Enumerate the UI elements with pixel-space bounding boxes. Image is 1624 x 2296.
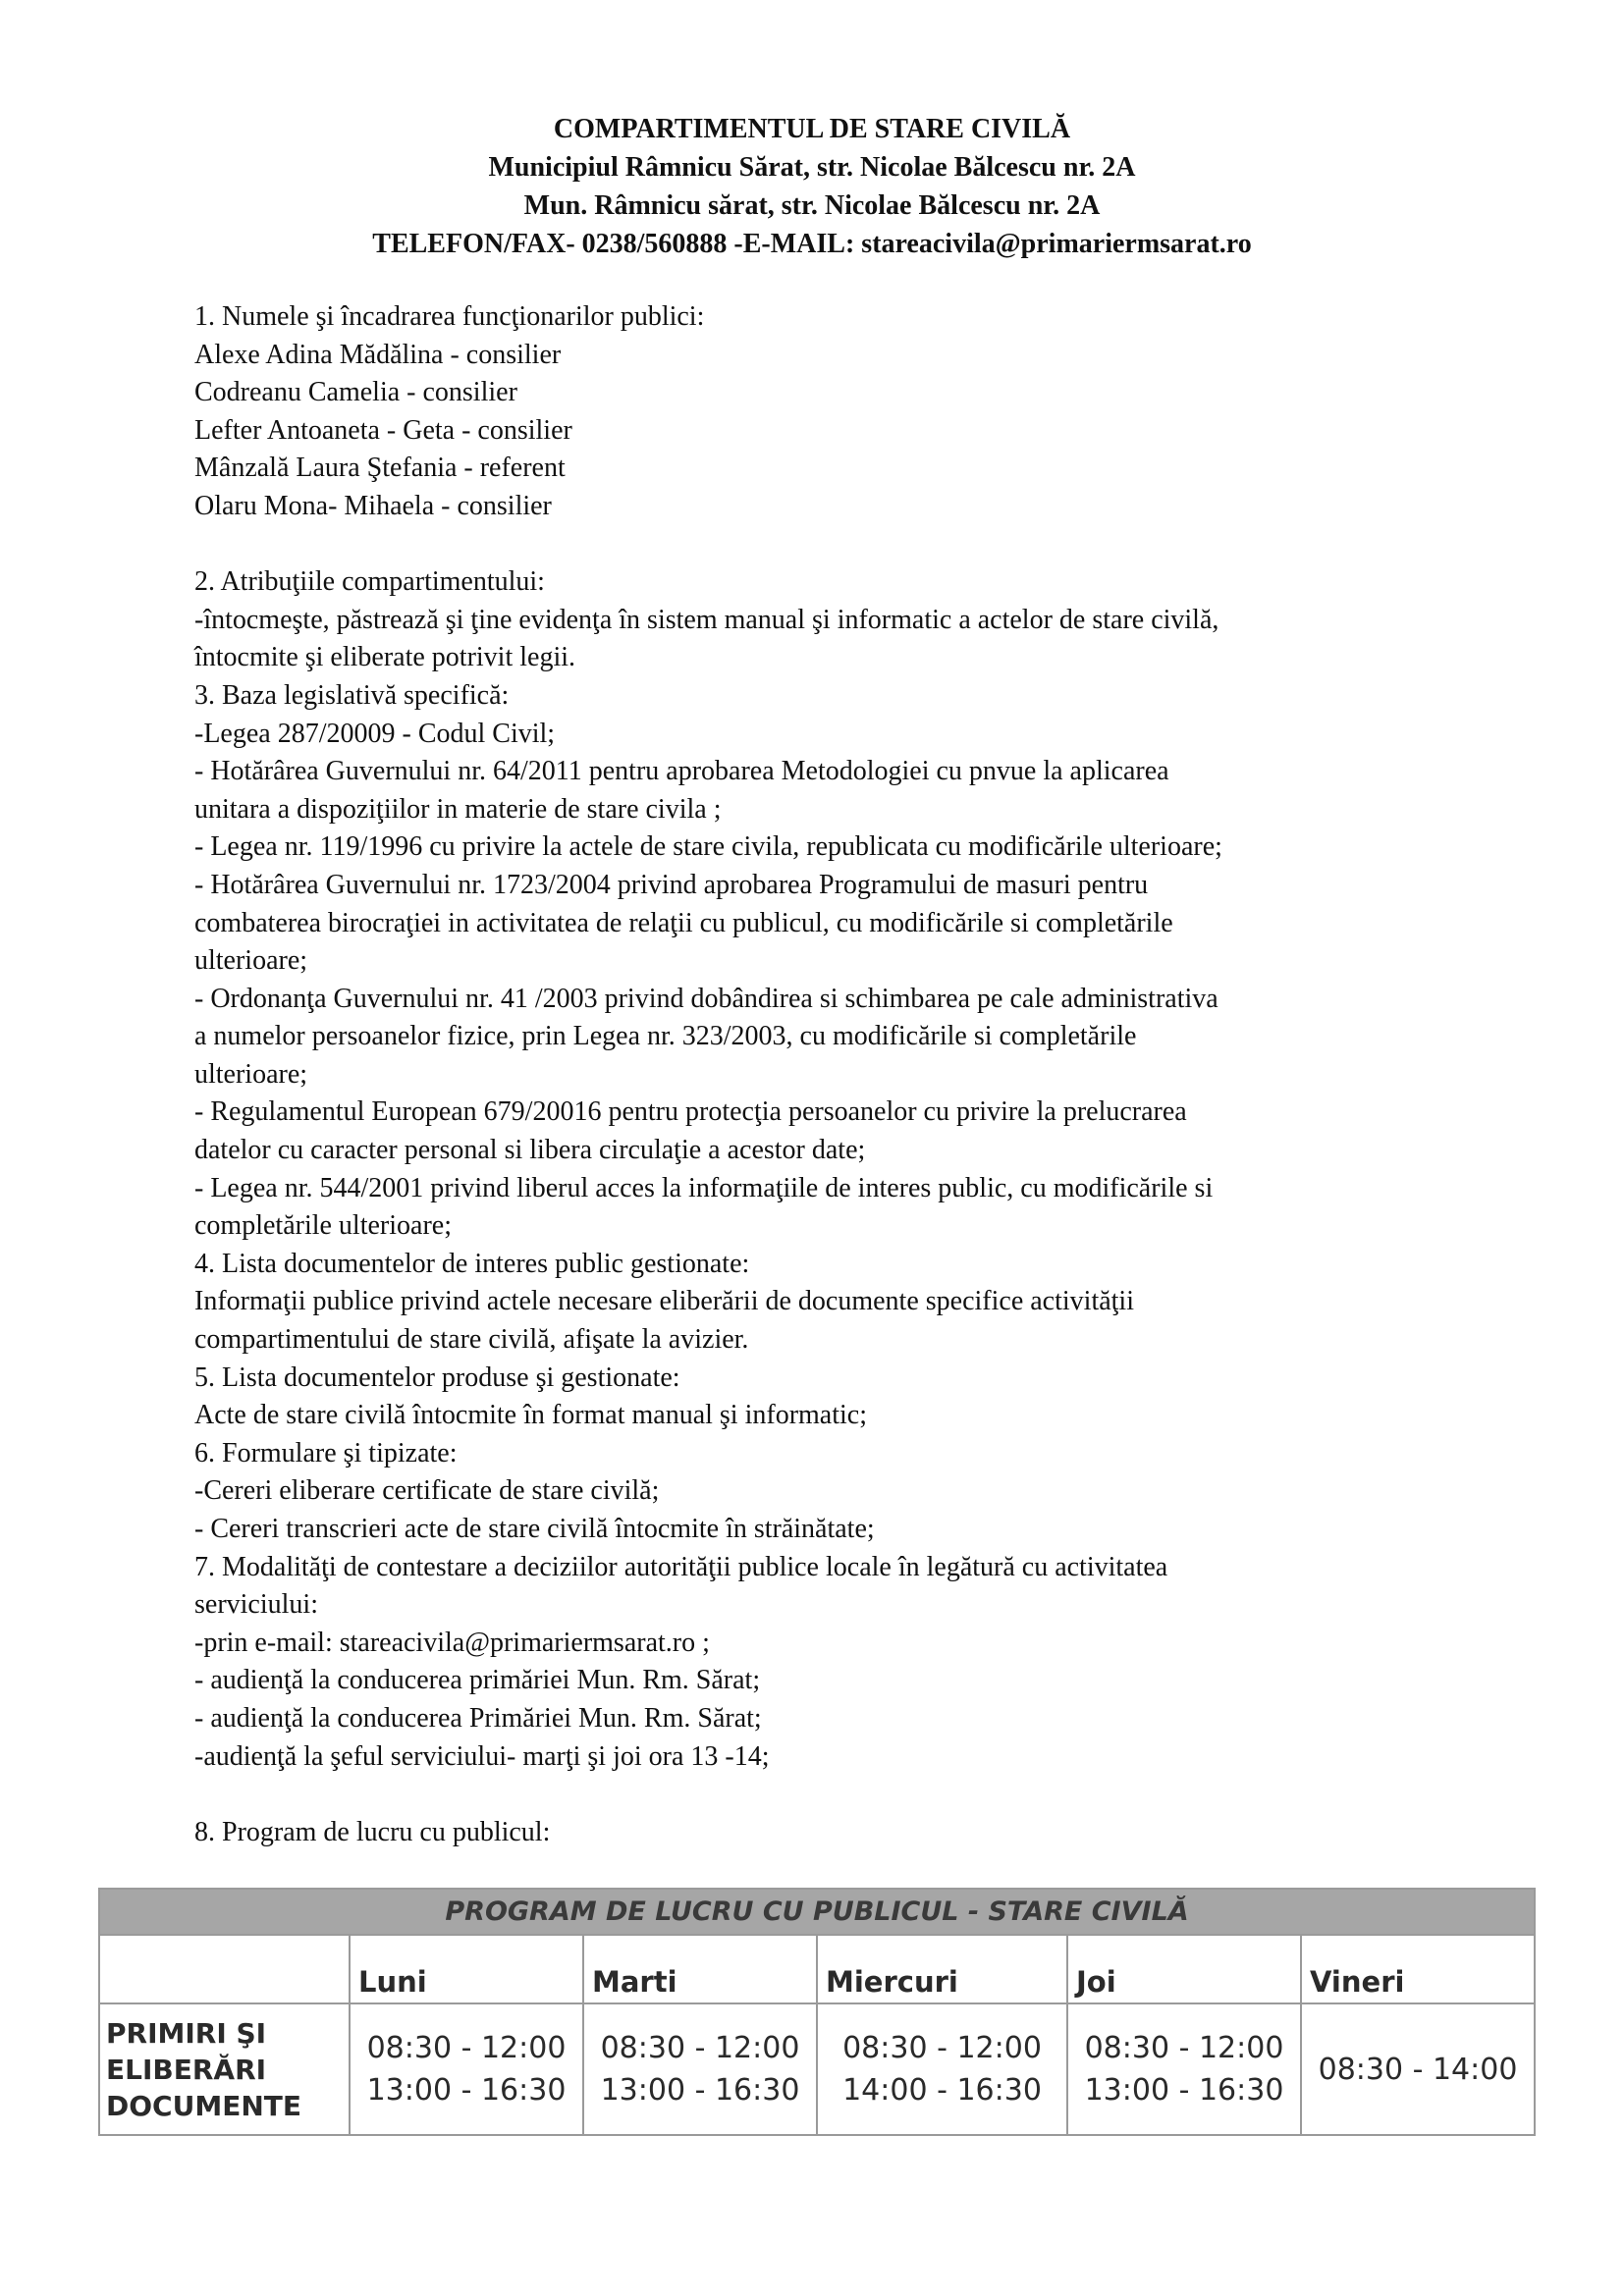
section-4-line: Informaţii publice privind actele necesare eliberării de documente specifice activităţii xyxy=(194,1286,1134,1317)
time-interval: 14:00 - 16:30 xyxy=(842,2073,1042,2108)
hours-joi xyxy=(1067,2003,1301,2135)
section-3-line: - Hotărârea Guvernului nr. 1723/2004 privind aprobarea Programului de masuri pentru xyxy=(194,869,1149,900)
section-3-line: a numelor persoanelor fizice, prin Legea nr. 323/2003, cu modificările si completările xyxy=(194,1021,1137,1052)
section-6-heading: 6. Formulare şi tipizate: xyxy=(194,1437,458,1468)
schedule-table xyxy=(98,1888,1536,2136)
section-3-line: combaterea birocraţiei in activitatea de relaţii cu publicul, cu modificările si completările xyxy=(194,907,1173,938)
section-7-heading: 7. Modalităţi de contestare a deciziilor autorităţii publice locale în legătură cu activitatea xyxy=(194,1551,1168,1582)
header-title: COMPARTIMENTUL DE STARE CIVILĂ xyxy=(553,114,1071,144)
time-interval: 13:00 - 16:30 xyxy=(600,2073,800,2108)
day-header-joi: Joi xyxy=(1067,1935,1301,2003)
hours-miercuri xyxy=(817,2003,1067,2135)
section-7-line: serviciului: xyxy=(194,1589,318,1621)
staff-item: Mânzală Laura Ştefania - referent xyxy=(194,453,566,484)
section-3-line: - Regulamentul European 679/20016 pentru protecţia persoanelor cu privire la prelucrarea xyxy=(194,1096,1187,1128)
section-4-line: compartimentului de stare civilă, afişate la avizier. xyxy=(194,1324,749,1356)
staff-item: Alexe Adina Mădălina - consilier xyxy=(194,339,562,370)
header-contact: TELEFON/FAX- 0238/560888 -E-MAIL: stareacivila@primariermsarat.ro xyxy=(372,229,1252,259)
spacer xyxy=(194,1776,1490,1814)
section-5-line: Acte de stare civilă întocmite în format manual şi informatic; xyxy=(194,1400,867,1431)
section-3-line: - Ordonanţa Guvernului nr. 41 /2003 privind dobândirea si schimbarea pe cale administrativa xyxy=(194,983,1218,1014)
day-header-marti: Marti xyxy=(583,1935,817,2003)
schedule-days-row xyxy=(99,1935,1535,2003)
staff-item: Olaru Mona- Mihaela - consilier xyxy=(194,490,552,521)
section-2-line: -întocmeşte, păstrează şi ţine evidenţa în sistem manual şi informatic a actelor de stare civilă, xyxy=(194,604,1219,635)
schedule-hours-row xyxy=(99,2003,1535,2135)
section-3-line: -Legea 287/20009 - Codul Civil; xyxy=(194,718,556,749)
day-header-luni: Luni xyxy=(350,1935,583,2003)
time-interval: 08:30 - 12:00 xyxy=(366,2031,567,2065)
section-3-line: - Legea nr. 544/2001 privind liberul acces la informaţiile de interes public, cu modificările si xyxy=(194,1172,1214,1203)
spacer xyxy=(194,526,1490,564)
schedule-title-row xyxy=(99,1889,1535,1935)
section-6-line: -Cereri eliberare certificate de stare civilă; xyxy=(194,1475,660,1507)
time-interval: 08:30 - 12:00 xyxy=(1084,2031,1284,2065)
empty-corner-cell xyxy=(99,1935,350,2003)
section-3-line: ulterioare; xyxy=(194,1058,308,1090)
section-3-line: completările ulterioare; xyxy=(194,1210,452,1242)
section-2-line: întocmite şi eliberate potrivit legii. xyxy=(194,642,576,673)
section-1-heading: 1. Numele şi încadrarea funcţionarilor publici: xyxy=(194,301,705,332)
section-3-line: datelor cu caracter personal si libera circulaţie a acestor date; xyxy=(194,1135,866,1166)
section-6-line: - Cereri transcrieri acte de stare civilă întocmite în străinătate; xyxy=(194,1514,875,1544)
row-label-line: PRIMIRI ŞI xyxy=(106,2016,267,2050)
document-header xyxy=(0,110,1624,263)
hours-marti xyxy=(583,2003,817,2135)
section-4-heading: 4. Lista documentelor de interes public gestionate: xyxy=(194,1248,750,1279)
section-5-heading: 5. Lista documentelor produse şi gestionate: xyxy=(194,1362,680,1393)
section-3-line: ulterioare; xyxy=(194,945,308,977)
section-8-heading: 8. Program de lucru cu publicul: xyxy=(194,1816,551,1847)
section-7-line: -audienţă la şeful serviciului- marţi şi joi ora 13 -14; xyxy=(194,1740,770,1772)
hours-luni xyxy=(350,2003,583,2135)
section-3-heading: 3. Baza legislativă specifică: xyxy=(194,679,510,711)
section-3-line: - Hotărârea Guvernului nr. 64/2011 pentru aprobarea Metodologiei cu pnvue la aplicarea xyxy=(194,756,1169,787)
time-interval: 08:30 - 14:00 xyxy=(1318,2052,1518,2087)
staff-item: Lefter Antoaneta - Geta - consilier xyxy=(194,414,572,446)
header-address-1: Municipiul Râmnicu Sărat, str. Nicolae Bălcescu nr. 2A xyxy=(488,152,1136,183)
row-label-cell xyxy=(99,2003,350,2135)
section-3-line: unitara a dispoziţiilor in materie de stare civila ; xyxy=(194,793,722,825)
document-body xyxy=(194,298,1490,1851)
schedule-title: PROGRAM DE LUCRU CU PUBLICUL - STARE CIVILĂ xyxy=(99,1889,1535,1935)
time-interval: 08:30 - 12:00 xyxy=(842,2031,1042,2065)
section-3-line: - Legea nr. 119/1996 cu privire la actele de stare civila, republicata cu modificările ulterioare; xyxy=(194,831,1222,863)
header-address-2: Mun. Râmnicu sărat, str. Nicolae Bălcescu nr. 2A xyxy=(523,190,1101,221)
day-header-vineri: Vineri xyxy=(1301,1935,1535,2003)
time-interval: 13:00 - 16:30 xyxy=(366,2073,567,2108)
staff-item: Codreanu Camelia - consilier xyxy=(194,377,517,408)
row-label-line: ELIBERĂRI xyxy=(106,2053,267,2086)
section-7-email-line: -prin e-mail: stareacivila@primariermsarat.ro ; xyxy=(194,1627,710,1658)
section-7-line: - audienţă la conducerea primăriei Mun. Rm. Sărat; xyxy=(194,1665,761,1696)
day-header-miercuri: Miercuri xyxy=(817,1935,1067,2003)
section-7-line: - audienţă la conducerea Primăriei Mun. Rm. Sărat; xyxy=(194,1702,762,1734)
section-2-heading: 2. Atribuţiile compartimentului: xyxy=(194,566,545,598)
time-interval: 08:30 - 12:00 xyxy=(600,2031,800,2065)
time-interval: 13:00 - 16:30 xyxy=(1084,2073,1284,2108)
row-label-line: DOCUMENTE xyxy=(106,2089,301,2122)
hours-vineri xyxy=(1301,2003,1535,2135)
